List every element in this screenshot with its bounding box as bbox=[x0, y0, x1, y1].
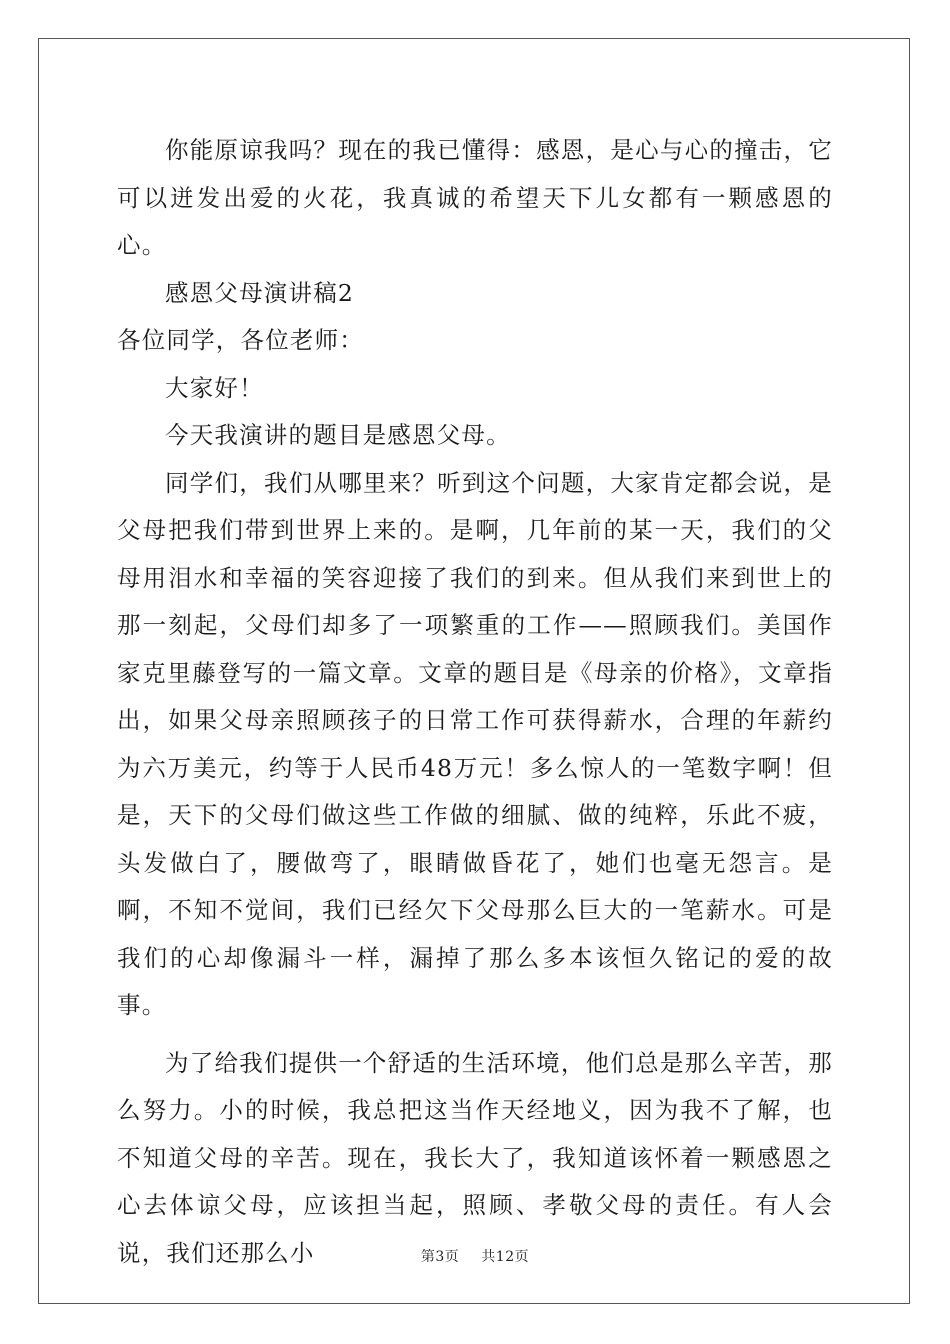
document-body bbox=[117, 127, 833, 1277]
greeting: 大家好！ bbox=[165, 373, 264, 402]
page-number: 第3页 bbox=[420, 1249, 460, 1265]
paragraph-parents-effort: 为了给我们提供一个舒适的生活环境，他们总是那么辛苦，那么努力。小的时候，我总把这当作天经地义，因为我不了解，也不知道父母的辛苦。现在，我长大了，我知道该怀着一颗感恩之心去体谅父母，应该担当起，照顾、孝敬父母的责任。有人会说，我们还那么小 bbox=[117, 1048, 833, 1267]
salutation: 各位同学，各位老师： bbox=[117, 326, 364, 354]
paragraph-where-from: 同学们，我们从哪里来？听到这个问题，大家肯定都会说，是父母把我们带到世界上来的。是啊，几年前的某一天，我们的父母用泪水和幸福的笑容迎接了我们的到来。但从我们来到世上的那一刻起，父母们却多了一项繁重的工作——照顾我们。美国作家克里藤登写的一篇文章。文章的题目是《母亲的价格》，文章指出，如果父母亲照顾孩子的日常工作可获得薪水，合理的年薪约为六万美元，约等于人民币48万元！多么惊人的一笔数字啊！但是，天下的父母们做这些工作做的细腻、做的纯粹，乐此不疲，头发做白了，腰做弯了，眼睛做昏花了，她们也毫无怨言。是啊，不知不觉间，我们已经欠下父母那么巨大的一笔薪水。可是我们的心却像漏斗一样，漏掉了那么多本该恒久铭记的爱的故事。 bbox=[117, 468, 833, 1019]
topic-intro: 今天我演讲的题目是感恩父母。 bbox=[165, 421, 511, 449]
speech-title: 感恩父母演讲稿2 bbox=[165, 278, 355, 307]
page-footer bbox=[0, 1246, 950, 1266]
page-total: 共12页 bbox=[481, 1249, 530, 1265]
paragraph-apology: 你能原谅我吗？现在的我已懂得：感恩，是心与心的撞击，它可以迸发出爱的火花，我真诚的希望天下儿女都有一颗感恩的心。 bbox=[117, 136, 833, 259]
